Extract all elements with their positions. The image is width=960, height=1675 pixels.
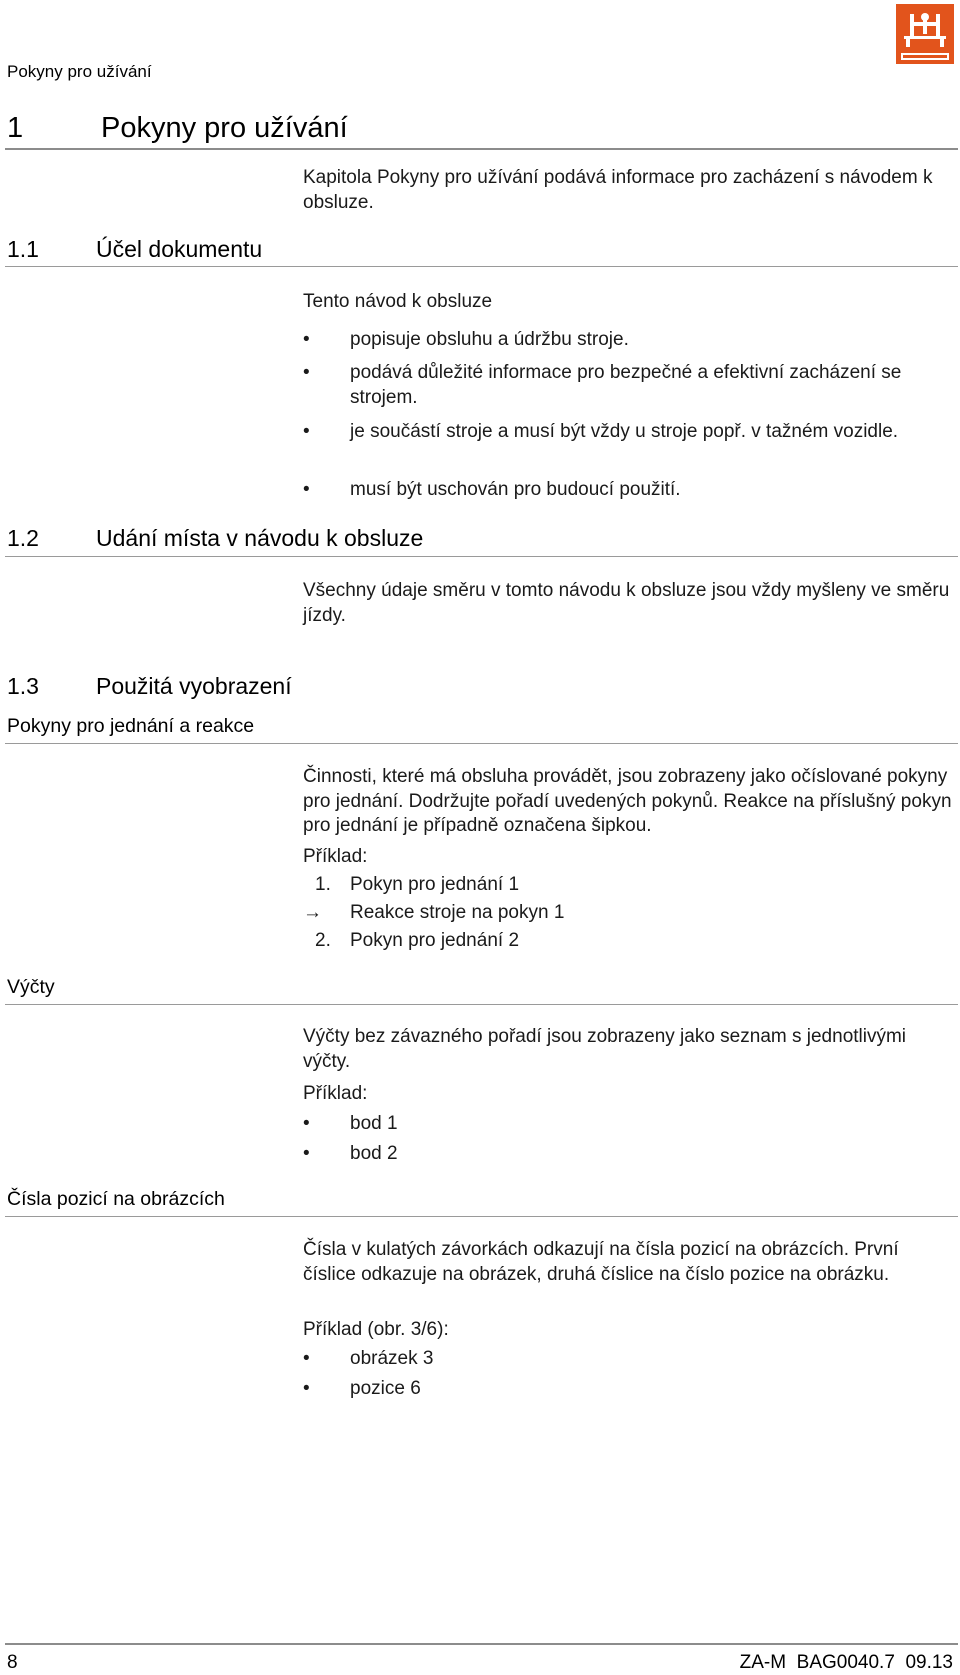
- running-header: Pokyny pro užívání: [7, 62, 152, 81]
- section-number: 1.1: [7, 236, 39, 262]
- step-number: 2.: [315, 930, 331, 951]
- step-text: Pokyn pro jednání 2: [350, 930, 520, 951]
- instructions-text: Činnosti, které má obsluha provádět, jsou zobrazeny jako očíslované pokyny pro jednání. Dodržujte pořadí uvedených pokynů. Reakce na příslušný pokyn pro jednání je případně označena šipkou.: [303, 766, 952, 836]
- section-1-3-heading: [7, 673, 292, 700]
- example-label: Příklad (obr. 3/6):: [303, 1319, 449, 1340]
- chapter-intro: Kapitola Pokyny pro užívání podává informace pro zacházení s návodem k obsluze.: [303, 167, 933, 213]
- bullet-icon: •: [303, 1113, 310, 1134]
- section-1-2-text: Všechny údaje směru v tomto návodu k obsluze jsou vždy myšleny ve směru jízdy.: [303, 580, 950, 626]
- step-text: Pokyn pro jednání 1: [350, 874, 520, 895]
- amazone-logo: [896, 4, 954, 64]
- subheading-lists: Výčty: [7, 976, 55, 998]
- bullet-icon: •: [303, 329, 310, 350]
- section-number: 1.2: [7, 525, 39, 551]
- subheading-positions: Čísla pozicí na obrázcích: [7, 1188, 225, 1210]
- section-rule: [5, 266, 958, 267]
- chapter-rule: [5, 148, 958, 150]
- document-id: ZA-M BAG0040.7 09.13: [739, 1652, 953, 1673]
- chapter-heading: [7, 112, 348, 145]
- chapter-number: 1: [7, 112, 24, 144]
- list-item-text: bod 1: [350, 1113, 398, 1134]
- bullet-icon: •: [303, 1378, 310, 1399]
- bullet-icon: •: [303, 1348, 310, 1369]
- bullet-icon: •: [303, 421, 310, 442]
- section-rule: [5, 556, 958, 557]
- arrow-right-icon: →: [303, 902, 322, 923]
- list-item-text: musí být uschován pro budoucí použití.: [350, 479, 681, 500]
- bullet-icon: •: [303, 1143, 310, 1164]
- list-item-text: popisuje obsluhu a údržbu stroje.: [350, 329, 629, 350]
- subsection-rule: [5, 1004, 958, 1005]
- section-1-1-heading: [7, 236, 262, 263]
- list-item-text: bod 2: [350, 1143, 398, 1164]
- section-title: Použitá vyobrazení: [96, 673, 292, 699]
- section-1-2-heading: [7, 525, 423, 552]
- chapter-title: Pokyny pro užívání: [101, 112, 348, 144]
- section-title: Účel dokumentu: [96, 236, 263, 262]
- step-number: 1.: [315, 874, 331, 895]
- list-item-text: je součástí stroje a musí být vždy u stroje popř. v tažném vozidle.: [350, 421, 899, 442]
- section-title: Udání místa v návodu k obsluze: [96, 525, 424, 551]
- subheading-instructions: Pokyny pro jednání a reakce: [7, 715, 255, 737]
- section-1-1-lead: Tento návod k obsluze: [303, 291, 493, 312]
- subsection-rule: [5, 1216, 958, 1217]
- list-item-text: obrázek 3: [350, 1348, 434, 1369]
- step-text: Reakce stroje na pokyn 1: [350, 902, 565, 923]
- page-number: 8: [7, 1652, 18, 1673]
- list-item-text: podává důležité informace pro bezpečné a efektivní zacházení se strojem.: [350, 362, 902, 408]
- footer-rule: [5, 1643, 958, 1645]
- bullet-icon: •: [303, 479, 310, 500]
- example-label: Příklad:: [303, 846, 368, 867]
- subsection-rule: [5, 743, 958, 744]
- list-item-text: pozice 6: [350, 1378, 421, 1399]
- lists-text: Výčty bez závazného pořadí jsou zobrazeny jako seznam s jednotlivými výčty.: [303, 1026, 907, 1072]
- section-number: 1.3: [7, 673, 39, 699]
- bullet-icon: •: [303, 362, 310, 383]
- positions-text: Čísla v kulatých závorkách odkazují na čísla pozicí na obrázcích. První číslice odkazuje na obrázek, druhá číslice na číslo pozice na obrázku.: [303, 1239, 899, 1285]
- example-label: Příklad:: [303, 1083, 368, 1104]
